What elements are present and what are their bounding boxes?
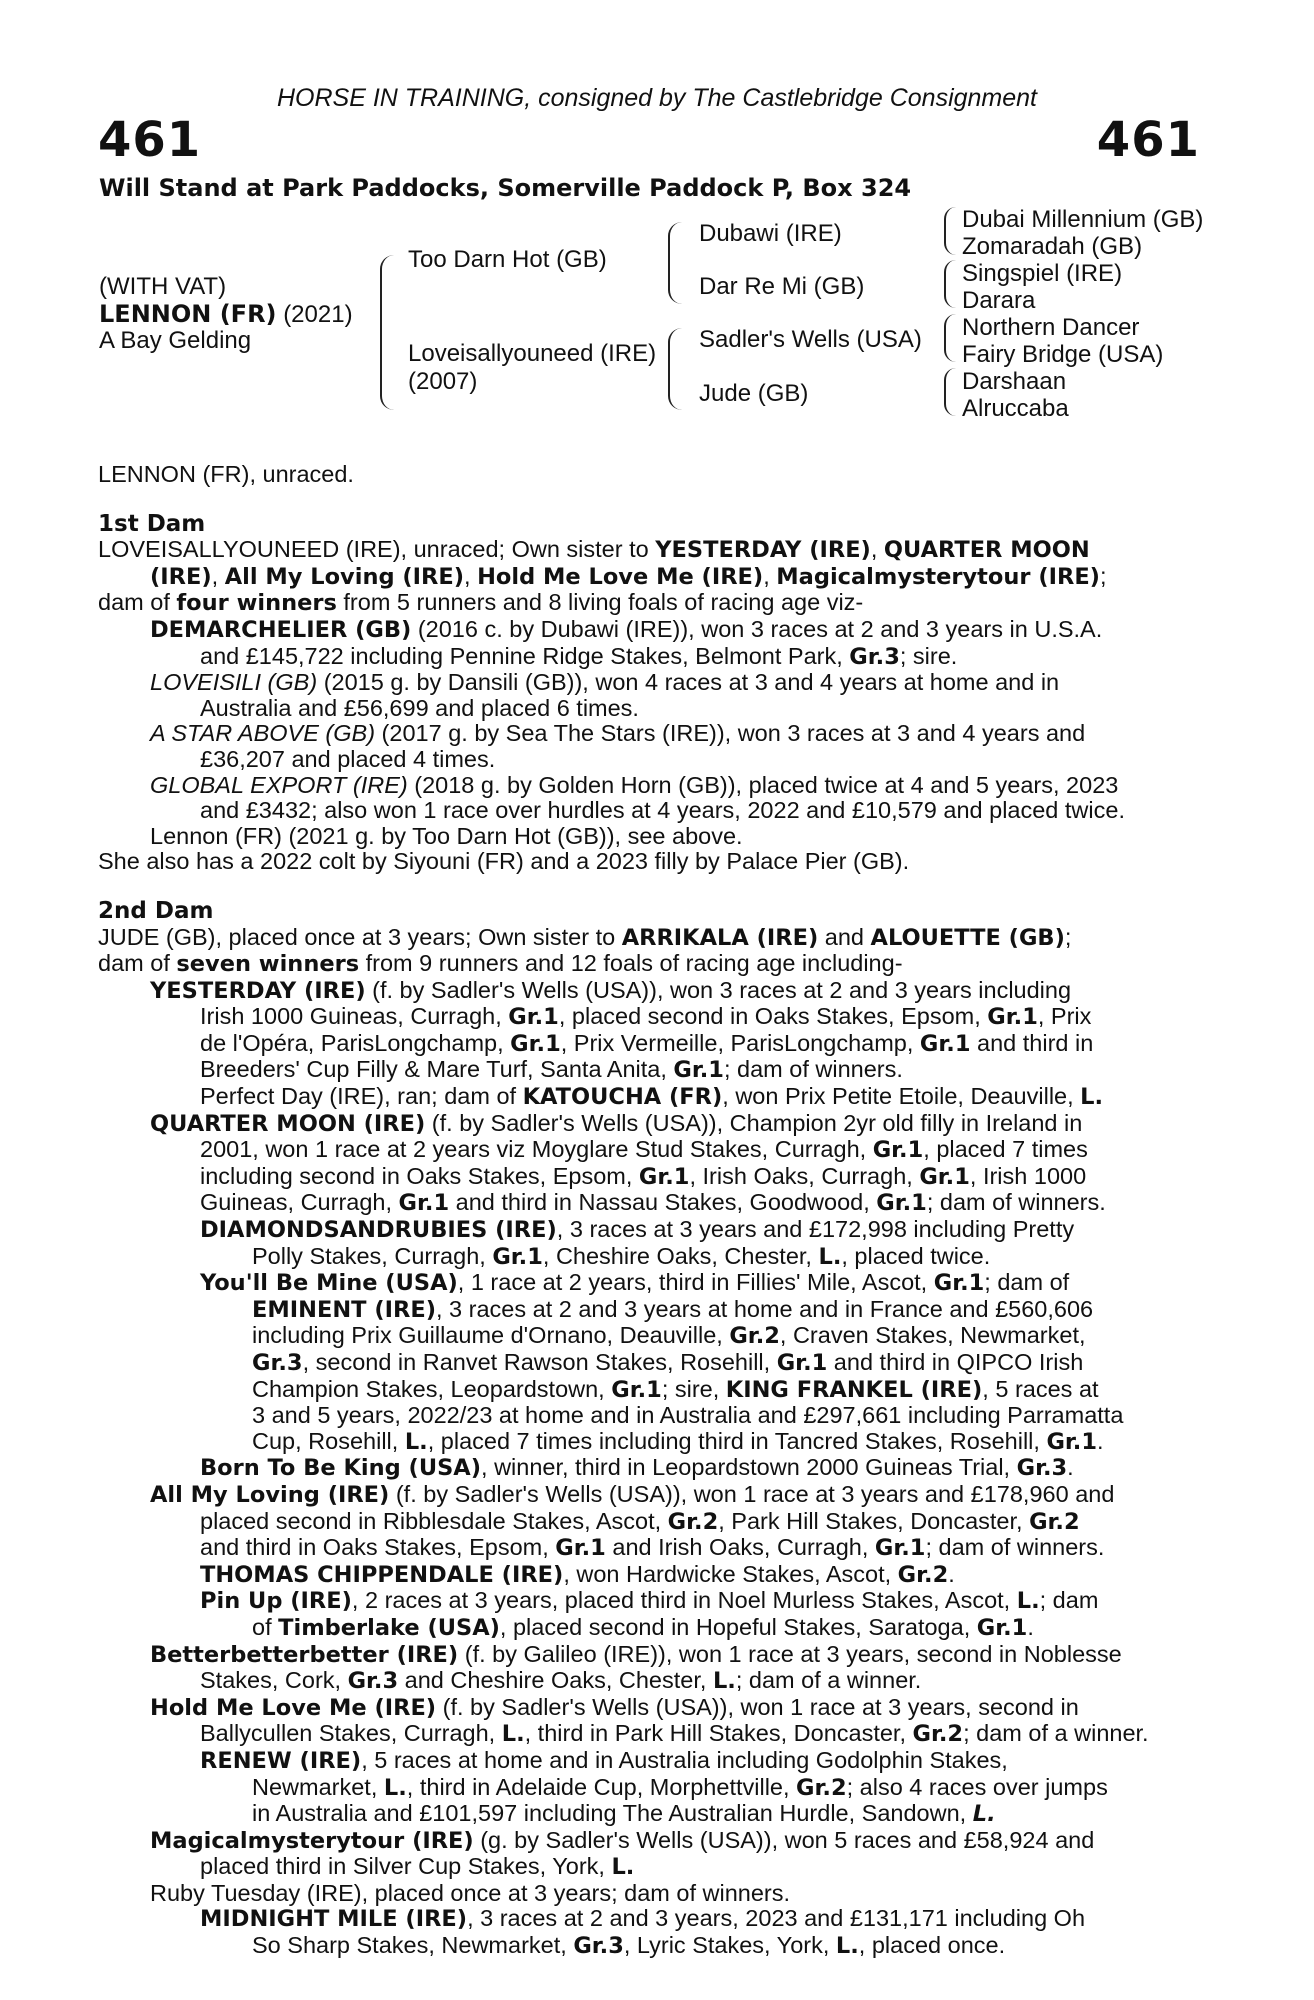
produce-entry: Betterbetterbetter (IRE) (f. by Galileo (IRE)), won 1 race at 3 years, second in Noblesse: [150, 1640, 1122, 1668]
produce-entry: Irish 1000 Guineas, Curragh, Gr.1, placed second in Oaks Stakes, Epsom, Gr.1, Prix: [200, 1003, 1092, 1031]
pedigree-dam-dam: Jude (GB): [699, 380, 809, 407]
produce-entry: Polly Stakes, Curragh, Gr.1, Cheshire Oaks, Chester, L., placed twice.: [252, 1242, 991, 1270]
produce-entry: Newmarket, L., third in Adelaide Cup, Morphettville, Gr.2; also 4 races over jumps: [252, 1773, 1108, 1801]
catalogue-body: [98, 462, 1208, 1960]
pedigree-brace-g2: [944, 260, 956, 308]
produce-entry: Guineas, Curragh, Gr.1 and third in Nassau Stakes, Goodwood, Gr.1; dam of winners.: [200, 1189, 1106, 1217]
pedigree-brace-g1: [944, 207, 956, 255]
produce-entry: of Timberlake (USA), placed second in Hopeful Stakes, Saratoga, Gr.1.: [252, 1613, 1034, 1641]
vat-note: (WITH VAT): [99, 273, 227, 300]
consignment-header: HORSE IN TRAINING, consigned by The Castlebridge Consignment: [276, 84, 1038, 112]
produce-entry: Gr.3, second in Ranvet Rawson Stakes, Rosehill, Gr.1 and third in QIPCO Irish: [252, 1349, 1084, 1376]
produce-entry: THOMAS CHIPPENDALE (IRE), won Hardwicke Stakes, Ascot, Gr.2.: [200, 1560, 955, 1588]
horse-name: LENNON (FR): [99, 300, 277, 328]
pedigree-g4: Darara: [962, 287, 1036, 314]
produce-entry: Pin Up (IRE), 2 races at 3 years, placed third in Noel Murless Stakes, Ascot, L.; dam: [200, 1587, 1099, 1615]
first-dam-line: dam of four winners from 5 runners and 8 living foals of racing age viz-: [98, 589, 864, 617]
produce-entry: DIAMONDSANDRUBIES (IRE), 3 races at 3 years and £172,998 including Pretty: [200, 1216, 1075, 1244]
first-dam-heading: 1st Dam: [98, 510, 206, 537]
second-dam-line: dam of seven winners from 9 runners and 12 foals of racing age including-: [98, 950, 903, 978]
produce-entry: Perfect Day (IRE), ran; dam of KATOUCHA (FR), won Prix Petite Etoile, Deauville, L.: [200, 1083, 1104, 1111]
pedigree-g2: Zomaradah (GB): [962, 233, 1143, 260]
pedigree-brace-main: [380, 255, 396, 410]
pedigree-g7: Darshaan: [962, 368, 1067, 395]
lot-number-right: 461: [1096, 112, 1200, 168]
pedigree-brace-g3: [944, 314, 956, 362]
produce-entry: QUARTER MOON (IRE) (f. by Sadler's Wells (USA)), Champion 2yr old filly in Ireland in: [150, 1109, 1083, 1137]
produce-entry: GLOBAL EXPORT (IRE) (2018 g. by Golden Horn (GB)), placed twice at 4 and 5 years, 2023: [150, 771, 1119, 798]
pedigree-brace-dam: [668, 328, 682, 410]
second-dam-line: JUDE (GB), placed once at 3 years; Own sister to ARRIKALA (IRE) and ALOUETTE (GB);: [98, 923, 1072, 951]
produce-entry: in Australia and £101,597 including The Australian Hurdle, Sandown, L.: [252, 1800, 996, 1828]
produce-entry: and £3432; also won 1 race over hurdles at 4 years, 2022 and £10,579 and placed twice.: [200, 797, 1125, 824]
produce-entry: YESTERDAY (IRE) (f. by Sadler's Wells (USA)), won 3 races at 2 and 3 years including: [150, 976, 1072, 1004]
produce-entry: DEMARCHELIER (GB) (2016 c. by Dubawi (IRE)), won 3 races at 2 and 3 years in U.S.A.: [150, 615, 1103, 643]
produce-entry: Champion Stakes, Leopardstown, Gr.1; sire, KING FRANKEL (IRE), 5 races at: [252, 1375, 1099, 1403]
pedigree-brace-sire: [668, 222, 682, 304]
pedigree-g5: Northern Dancer: [962, 314, 1140, 341]
first-dam-line: (IRE), All My Loving (IRE), Hold Me Love Me (IRE), Magicalmysterytour (IRE);: [150, 562, 1107, 590]
pedigree-sire-sire: Dubawi (IRE): [699, 220, 842, 247]
pedigree-brace-g4: [944, 368, 956, 416]
produce-note: She also has a 2022 colt by Siyouni (FR) and a 2023 filly by Palace Pier (GB).: [98, 848, 910, 875]
produce-entry: Ballycullen Stakes, Curragh, L., third in Park Hill Stakes, Doncaster, Gr.2; dam of a winner.: [200, 1720, 1149, 1748]
produce-entry: 3 and 5 years, 2022/23 at home and in Australia and £297,661 including Parramatta: [252, 1402, 1124, 1429]
produce-entry: placed second in Ribblesdale Stakes, Ascot, Gr.2, Park Hill Stakes, Doncaster, Gr.2: [200, 1507, 1080, 1535]
produce-entry: A STAR ABOVE (GB) (2017 g. by Sea The Stars (IRE)), won 3 races at 3 and 4 years and: [150, 720, 1086, 747]
produce-entry: and £145,722 including Pennine Ridge Stakes, Belmont Park, Gr.3; sire.: [200, 642, 958, 670]
produce-entry: You'll Be Mine (USA), 1 race at 2 years, third in Fillies' Mile, Ascot, Gr.1; dam of: [200, 1269, 1070, 1297]
produce-entry: including Prix Guillaume d'Ornano, Deauville, Gr.2, Craven Stakes, Newmarket,: [252, 1322, 1086, 1350]
produce-entry: Cup, Rosehill, L., placed 7 times including third in Tancred Stakes, Rosehill, Gr.1.: [252, 1427, 1104, 1455]
produce-entry: £36,207 and placed 4 times.: [200, 745, 496, 772]
lot-number-left: 461: [98, 112, 202, 168]
produce-entry: Magicalmysterytour (IRE) (g. by Sadler's Wells (USA)), won 5 races and £58,924 and: [150, 1826, 1095, 1854]
intro-line: LENNON (FR), unraced.: [98, 461, 354, 487]
produce-entry: Breeders' Cup Filly & Mare Turf, Santa Anita, Gr.1; dam of winners.: [200, 1056, 903, 1084]
produce-entry: Ruby Tuesday (IRE), placed once at 3 years; dam of winners.: [150, 1879, 791, 1906]
produce-entry: including second in Oaks Stakes, Epsom, Gr.1, Irish Oaks, Curragh, Gr.1, Irish 1000: [200, 1162, 1087, 1190]
horse-line: [99, 300, 353, 329]
produce-entry: Stakes, Cork, Gr.3 and Cheshire Oaks, Chester, L.; dam of a winner.: [200, 1667, 922, 1695]
produce-entry: Hold Me Love Me (IRE) (f. by Sadler's Wells (USA)), won 1 race at 3 years, second in: [150, 1693, 1079, 1721]
horse-year: (2021): [283, 301, 353, 328]
pedigree-g3: Singspiel (IRE): [962, 260, 1123, 287]
pedigree-sire: Too Darn Hot (GB): [408, 246, 607, 273]
first-dam-line: LOVEISALLYOUNEED (IRE), unraced; Own sister to YESTERDAY (IRE), QUARTER MOON: [98, 536, 1090, 564]
produce-entry: LOVEISILI (GB) (2015 g. by Dansili (GB)), won 4 races at 3 and 4 years at home and in: [150, 669, 1060, 696]
horse-description: A Bay Gelding: [99, 327, 252, 354]
pedigree-dam-sire: Sadler's Wells (USA): [699, 326, 922, 353]
produce-entry: 2001, won 1 race at 2 years viz Moyglare Stud Stakes, Curragh, Gr.1, placed 7 times: [200, 1136, 1088, 1164]
produce-entry: RENEW (IRE), 5 races at home and in Australia including Godolphin Stakes,: [200, 1746, 1008, 1774]
produce-entry: EMINENT (IRE), 3 races at 2 and 3 years at home and in France and £560,606: [252, 1295, 1094, 1323]
pedigree-sire-dam: Dar Re Mi (GB): [699, 273, 865, 300]
pedigree-dam-year: (2007): [408, 368, 478, 395]
pedigree-g1: Dubai Millennium (GB): [962, 206, 1204, 233]
pedigree-g6: Fairy Bridge (USA): [962, 341, 1164, 368]
produce-entry: Australia and £56,699 and placed 6 times.: [200, 694, 639, 721]
produce-entry: and third in Oaks Stakes, Epsom, Gr.1 and Irish Oaks, Curragh, Gr.1; dam of winners.: [200, 1534, 1105, 1562]
pedigree-g8: Alruccaba: [962, 395, 1069, 422]
pedigree-dam: Loveisallyouneed (IRE): [408, 340, 657, 367]
produce-entry: Born To Be King (USA), winner, third in Leopardstown 2000 Guineas Trial, Gr.3.: [200, 1454, 1074, 1482]
produce-entry: de l'Opéra, ParisLongchamp, Gr.1, Prix Vermeille, ParisLongchamp, Gr.1 and third in: [200, 1029, 1094, 1057]
produce-entry: MIDNIGHT MILE (IRE), 3 races at 2 and 3 years, 2023 and £131,171 including Oh: [200, 1905, 1086, 1933]
produce-entry: All My Loving (IRE) (f. by Sadler's Wells (USA)), won 1 race at 3 years and £178,960 and: [150, 1480, 1115, 1508]
stand-location: Will Stand at Park Paddocks, Somerville Paddock P, Box 324: [99, 174, 912, 202]
produce-entry: Lennon (FR) (2021 g. by Too Darn Hot (GB)), see above.: [150, 822, 743, 849]
produce-entry: So Sharp Stakes, Newmarket, Gr.3, Lyric Stakes, York, L., placed once.: [252, 1932, 1006, 1960]
second-dam-heading: 2nd Dam: [98, 897, 214, 924]
produce-entry: placed third in Silver Cup Stakes, York, L.: [200, 1853, 635, 1881]
